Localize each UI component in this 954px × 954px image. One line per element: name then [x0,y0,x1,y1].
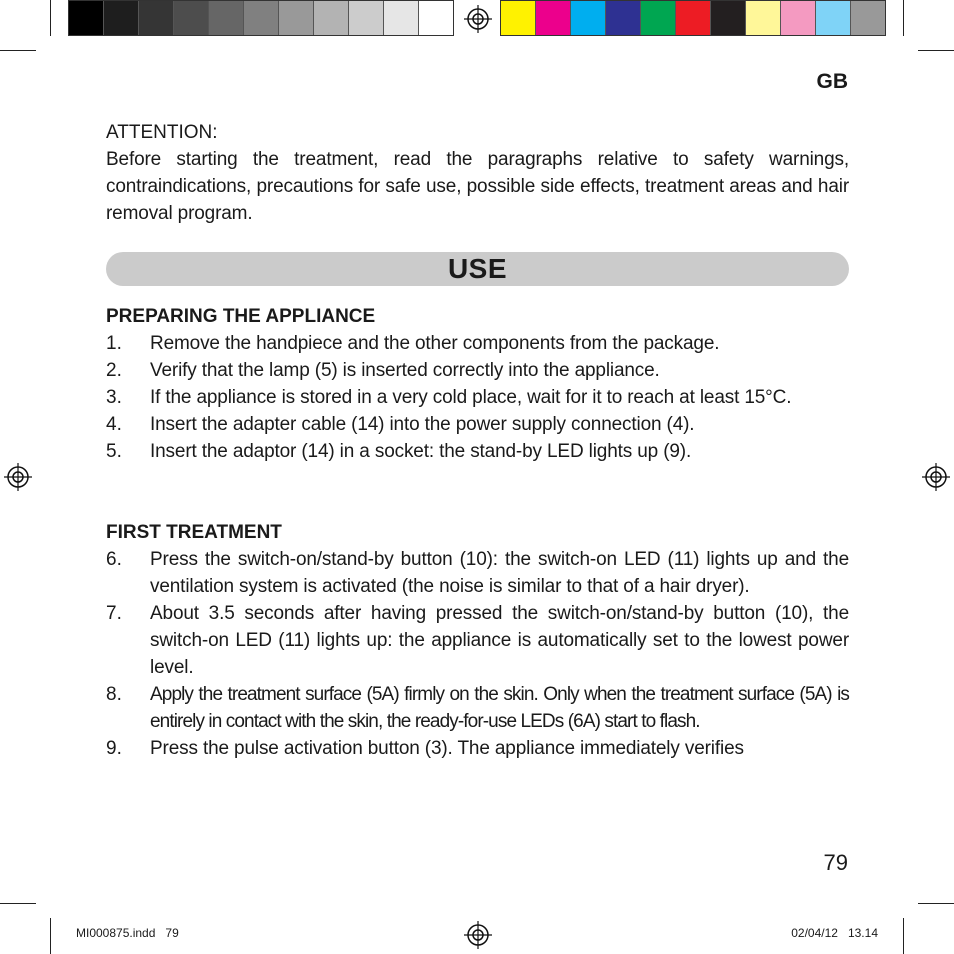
crop-mark [918,903,954,904]
crop-mark [0,50,36,51]
footer-file-info: MI000875.indd 79 [76,926,179,940]
color-swatch [349,1,384,35]
list-item [106,546,849,600]
step-text: About 3.5 seconds after having pressed the switch-on/stand-by button (10), the switch-on LED (11) lights up: the appliance is automatically set to the lowest power level. [150,603,849,678]
color-swatch [244,1,279,35]
section-title: USE [447,253,508,284]
step-text: Press the pulse activation button (3). The appliance immediately verifies [150,738,744,759]
crop-mark [0,903,36,904]
step-number: 5. [106,441,122,462]
color-swatch [746,1,781,35]
list-item [106,357,849,384]
color-swatch [104,1,139,35]
step-number: 6. [106,549,122,570]
color-swatch [419,1,453,35]
color-swatch [606,1,641,35]
first-treatment-steps-list [106,546,849,762]
registration-mark-icon [3,462,33,492]
list-item [106,600,849,681]
crop-mark [903,918,904,954]
list-item [106,411,849,438]
color-swatch [781,1,816,35]
process-color-bar [500,0,886,36]
page-number: 79 [823,850,848,875]
registration-mark-icon [463,920,493,950]
list-item [106,681,849,735]
step-text: Remove the handpiece and the other components from the package. [150,333,720,354]
grayscale-color-bar [68,0,454,36]
language-label: GB [816,70,848,93]
step-text: If the appliance is stored in a very cold place, wait for it to reach at least 15°C. [150,387,792,408]
list-item [106,735,849,762]
step-number: 2. [106,360,122,381]
first-treatment-section [106,519,849,762]
preparing-section [106,303,849,465]
step-number: 7. [106,603,122,624]
color-swatch [816,1,851,35]
step-text: Press the switch-on/stand-by button (10): the switch-on LED (11) lights up and the ventilation system is activated (the noise is similar to that of a hair dryer). [150,549,849,597]
list-item [106,330,849,357]
step-text: Apply the treatment surface (5A) firmly on the skin. Only when the treatment surface (5A) is entirely in contact with the skin, the ready-for-use LEDs (6A) start to flash. [150,684,849,732]
crop-mark [50,0,51,36]
attention-text: Before starting the treatment, read the paragraphs relative to safety warnings, contraindications, precautions for safe use, possible side effects, treatment areas and hair removal program. [106,149,849,224]
color-swatch [69,1,104,35]
color-swatch [536,1,571,35]
color-swatch [851,1,885,35]
attention-heading: ATTENTION: [106,122,218,143]
color-swatch [571,1,606,35]
color-swatch [641,1,676,35]
section-title-bar [106,252,849,286]
color-swatch [384,1,419,35]
crop-mark [903,0,904,36]
preparing-title: PREPARING THE APPLIANCE [106,306,376,327]
list-item [106,384,849,411]
preparing-steps-list [106,330,849,465]
color-swatch [174,1,209,35]
color-swatch [676,1,711,35]
registration-mark-icon [921,462,951,492]
attention-block [106,119,849,227]
list-item [106,438,849,465]
step-number: 8. [106,684,122,705]
footer-date-info: 02/04/12 13.14 [791,926,878,940]
crop-mark [50,918,51,954]
color-swatch [279,1,314,35]
registration-mark-icon [463,4,493,34]
color-swatch [501,1,536,35]
color-swatch [314,1,349,35]
step-number: 3. [106,387,122,408]
crop-mark [918,50,954,51]
step-number: 1. [106,333,122,354]
first-treatment-title: FIRST TREATMENT [106,522,282,543]
step-number: 9. [106,738,122,759]
step-text: Verify that the lamp (5) is inserted correctly into the appliance. [150,360,660,381]
color-swatch [209,1,244,35]
color-swatch [711,1,746,35]
step-text: Insert the adaptor (14) in a socket: the stand-by LED lights up (9). [150,441,692,462]
step-text: Insert the adapter cable (14) into the power supply connection (4). [150,414,695,435]
step-number: 4. [106,414,122,435]
color-swatch [139,1,174,35]
